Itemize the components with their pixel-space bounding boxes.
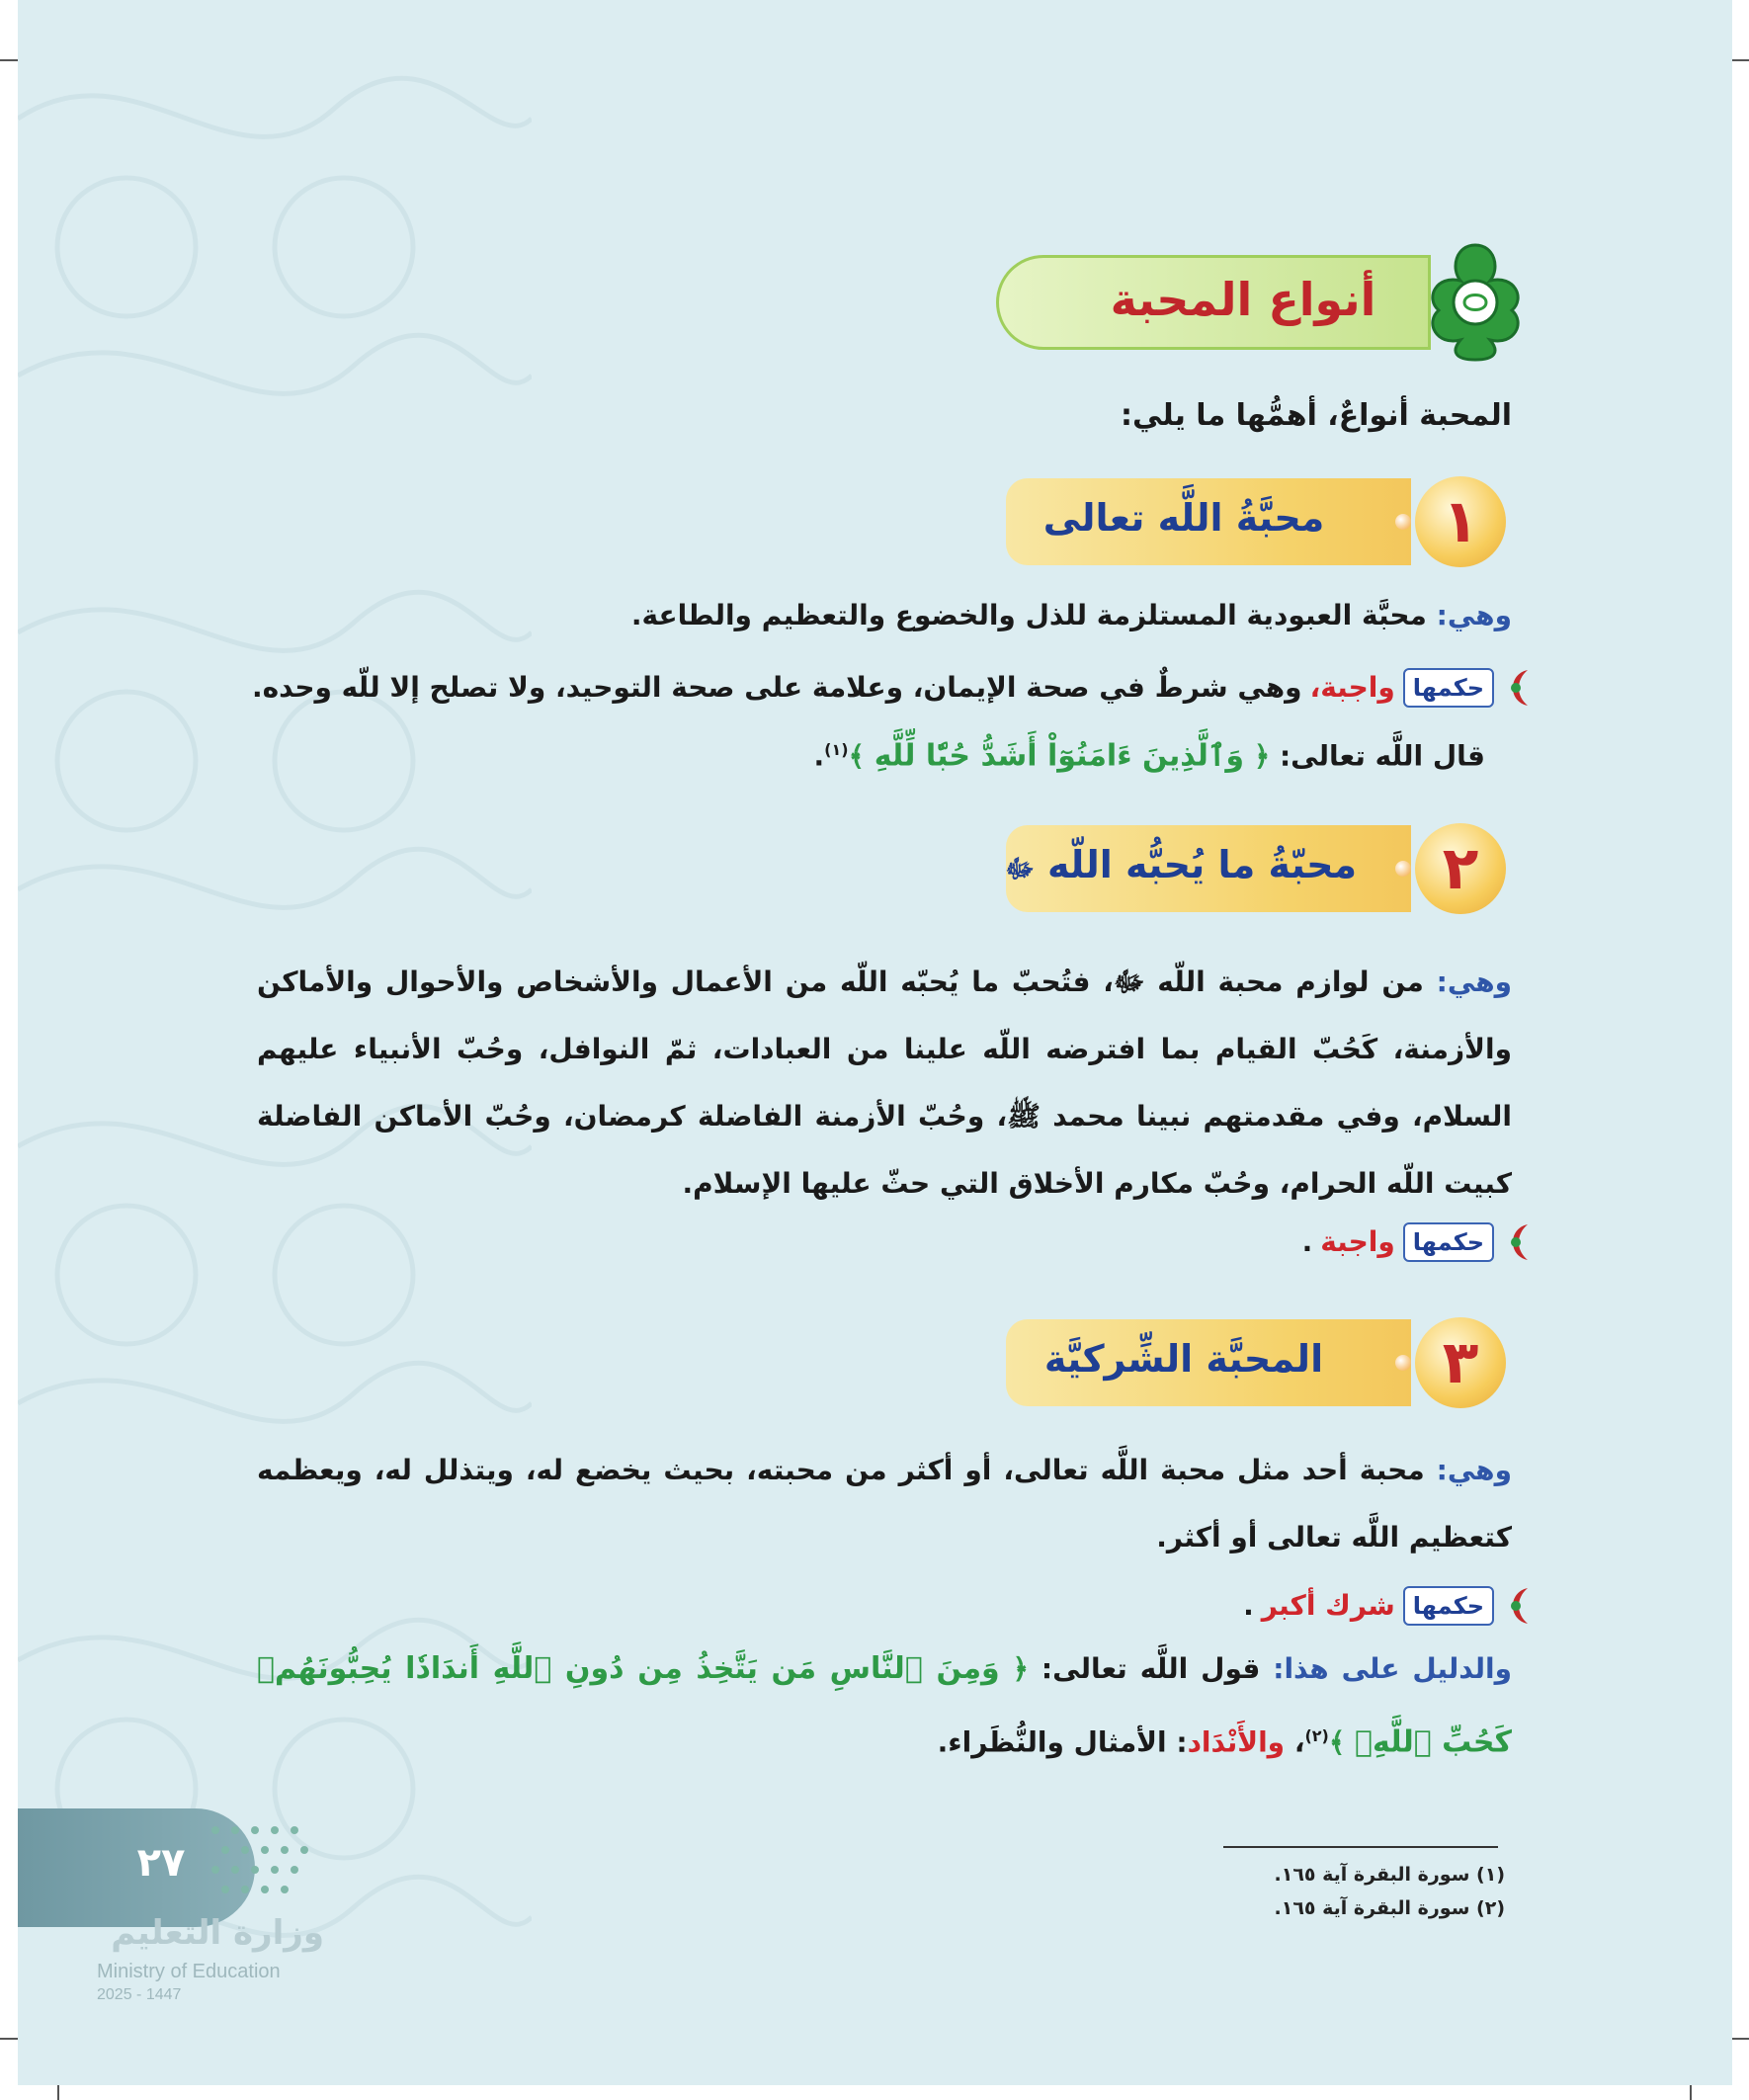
quran-verse: وَٱلَّذِينَ ءَامَنُوٓاْ أَشَدُّ حُبّٗا لِّلَّهِ <box>874 738 1245 774</box>
quote-end: . <box>813 739 825 773</box>
ruling-ornament-icon <box>1502 1220 1530 1264</box>
definition-label: وهي: <box>1436 1454 1512 1486</box>
section-2-definition <box>257 949 1512 1218</box>
quote-bracket-open: ﴿ <box>1012 1652 1029 1685</box>
section-1-title: محبَّةُ اللَّه تعالى <box>1042 496 1325 540</box>
textbook-page <box>18 0 1732 2085</box>
section-2-title <box>1005 843 1357 890</box>
intro-text: المحبة أنواعٌ، أهمُّها ما يلي: <box>1121 398 1512 433</box>
section-3-definition <box>257 1437 1512 1571</box>
evidence-intro: قول اللَّه تعالى: <box>1041 1652 1261 1685</box>
definition-label: وهي: <box>1436 966 1513 998</box>
ruling-description: . <box>1301 1225 1313 1258</box>
definition-text: من لوازم محبة اللّه ﷻ، فتُحبّ ما يُحبّه اللّه من الأعمال والأشخاص والأحوال والأماكن والأزمنة، كَحُبّ القيام بما افترضه اللّه علينا من العبادات، ثمّ النوافل، وحُبّ الأنبياء عليهم السلام، وفي مقدمتهم نبينا محمد ﷺ، وحُبّ الأزمنة الفاضلة كرمضان، وحُبّ الأماكن الفاضلة كبيت اللّه الحرام، وحُبّ مكارم الأخلاق التي حثّ عليها الإسلام. <box>257 966 1512 1200</box>
evidence-label: والدليل على هذا: <box>1273 1652 1512 1685</box>
page-number: ٢٧ <box>136 1840 186 1886</box>
quote-intro: قال اللَّه تعالى: <box>1279 739 1485 773</box>
number-dot <box>1395 514 1411 530</box>
ruling-value: شرك أكبر <box>1261 1589 1395 1622</box>
ruling-value: واجبة، <box>1309 671 1395 704</box>
ruling-label: حكمها <box>1403 1586 1494 1626</box>
definition-label: وهي: <box>1436 599 1512 631</box>
floral-emblem-icon <box>1421 241 1530 364</box>
andad-label: والأَنْدَاد <box>1187 1725 1286 1759</box>
section-2-ruling <box>225 1212 1530 1273</box>
ruling-value: واجبة <box>1320 1225 1395 1258</box>
section-1-quote <box>398 719 1485 787</box>
section-3-ruling <box>225 1575 1530 1637</box>
definition-text: محبة أحد مثل محبة اللَّه تعالى، أو أكثر من محبته، بحيث يخضع له، ويتذلل له، ويعظمه كتعظيم اللَّه تعالى أو أكثر. <box>257 1454 1512 1554</box>
ruling-ornament-icon <box>1502 666 1530 710</box>
footnote-ref: (١) <box>824 740 849 759</box>
ruling-label: حكمها <box>1403 668 1494 708</box>
number-disc-icon: ١ <box>1415 476 1506 567</box>
section-1-ruling <box>225 657 1530 718</box>
section-3-title: المحبَّة الشِّركيَّة <box>1043 1337 1324 1381</box>
footnote-2: (٢) سورة البقرة آية ١٦٥. <box>1274 1897 1505 1919</box>
ruling-ornament-icon <box>1502 1584 1530 1628</box>
number-disc-icon: ٣ <box>1415 1317 1506 1408</box>
ruling-label: حكمها <box>1403 1222 1494 1262</box>
number-disc-icon: ٢ <box>1415 823 1506 914</box>
page-heading: أنواع المحبة <box>1110 273 1376 326</box>
quote-bracket-close: ﴾ <box>848 739 865 773</box>
quote-bracket-close: ﴾ <box>1328 1725 1346 1759</box>
footnote-ref: (٢) <box>1304 1726 1329 1745</box>
ruling-description: وهي شرطٌ في صحة الإيمان، وعلامة على صحة التوحيد، ولا تصلح إلا للّه وحده. <box>252 671 1302 704</box>
ministry-year: 2025 - 1447 <box>97 1986 182 2003</box>
ministry-dots-icon <box>196 1820 324 1899</box>
number-dot <box>1395 1355 1411 1371</box>
footnote-divider <box>1223 1846 1498 1848</box>
footnote-1: (١) سورة البقرة آية ١٦٥. <box>1274 1864 1505 1886</box>
honorific: ﷻ <box>1005 855 1035 884</box>
section-3-evidence: والدليل على هذا: قول اللَّه تعالى: ﴿ وَمِنَ ٱلنَّاسِ مَن يَتَّخِذُ مِن دُونِ ٱللَّهِ أَندَادٗا يُحِبُّونَهُمۡ كَحُبِّ ٱللَّهِۖ ﴾$^{(٢)}$، والأَنْدَاد: الأمثال والنُّظَراء. <box>257 1651 1512 1760</box>
quran-verse: وَمِنَ ٱلنَّاسِ مَن يَتَّخِذُ مِن دُونِ ٱللَّهِ أَندَادٗا يُحِبُّونَهُمۡ كَحُبِّ ٱللَّهِۖ <box>257 1651 1512 1760</box>
ministry-english: Ministry of Education <box>97 1961 281 1982</box>
number-dot <box>1395 861 1411 877</box>
ruling-description: . <box>1243 1589 1254 1622</box>
section-1-definition <box>227 585 1512 646</box>
quote-bracket-open: ﴿ <box>1253 739 1271 773</box>
section-2-title-text: محبّةُ ما يُحبُّه اللّه <box>1046 843 1357 886</box>
ministry-arabic: وزارة التعليم <box>111 1913 324 1953</box>
andad-definition: : الأمثال والنُّظَراء. <box>937 1725 1188 1759</box>
definition-text: محبَّة العبودية المستلزمة للذل والخضوع والتعظيم والطاعة. <box>630 599 1427 631</box>
